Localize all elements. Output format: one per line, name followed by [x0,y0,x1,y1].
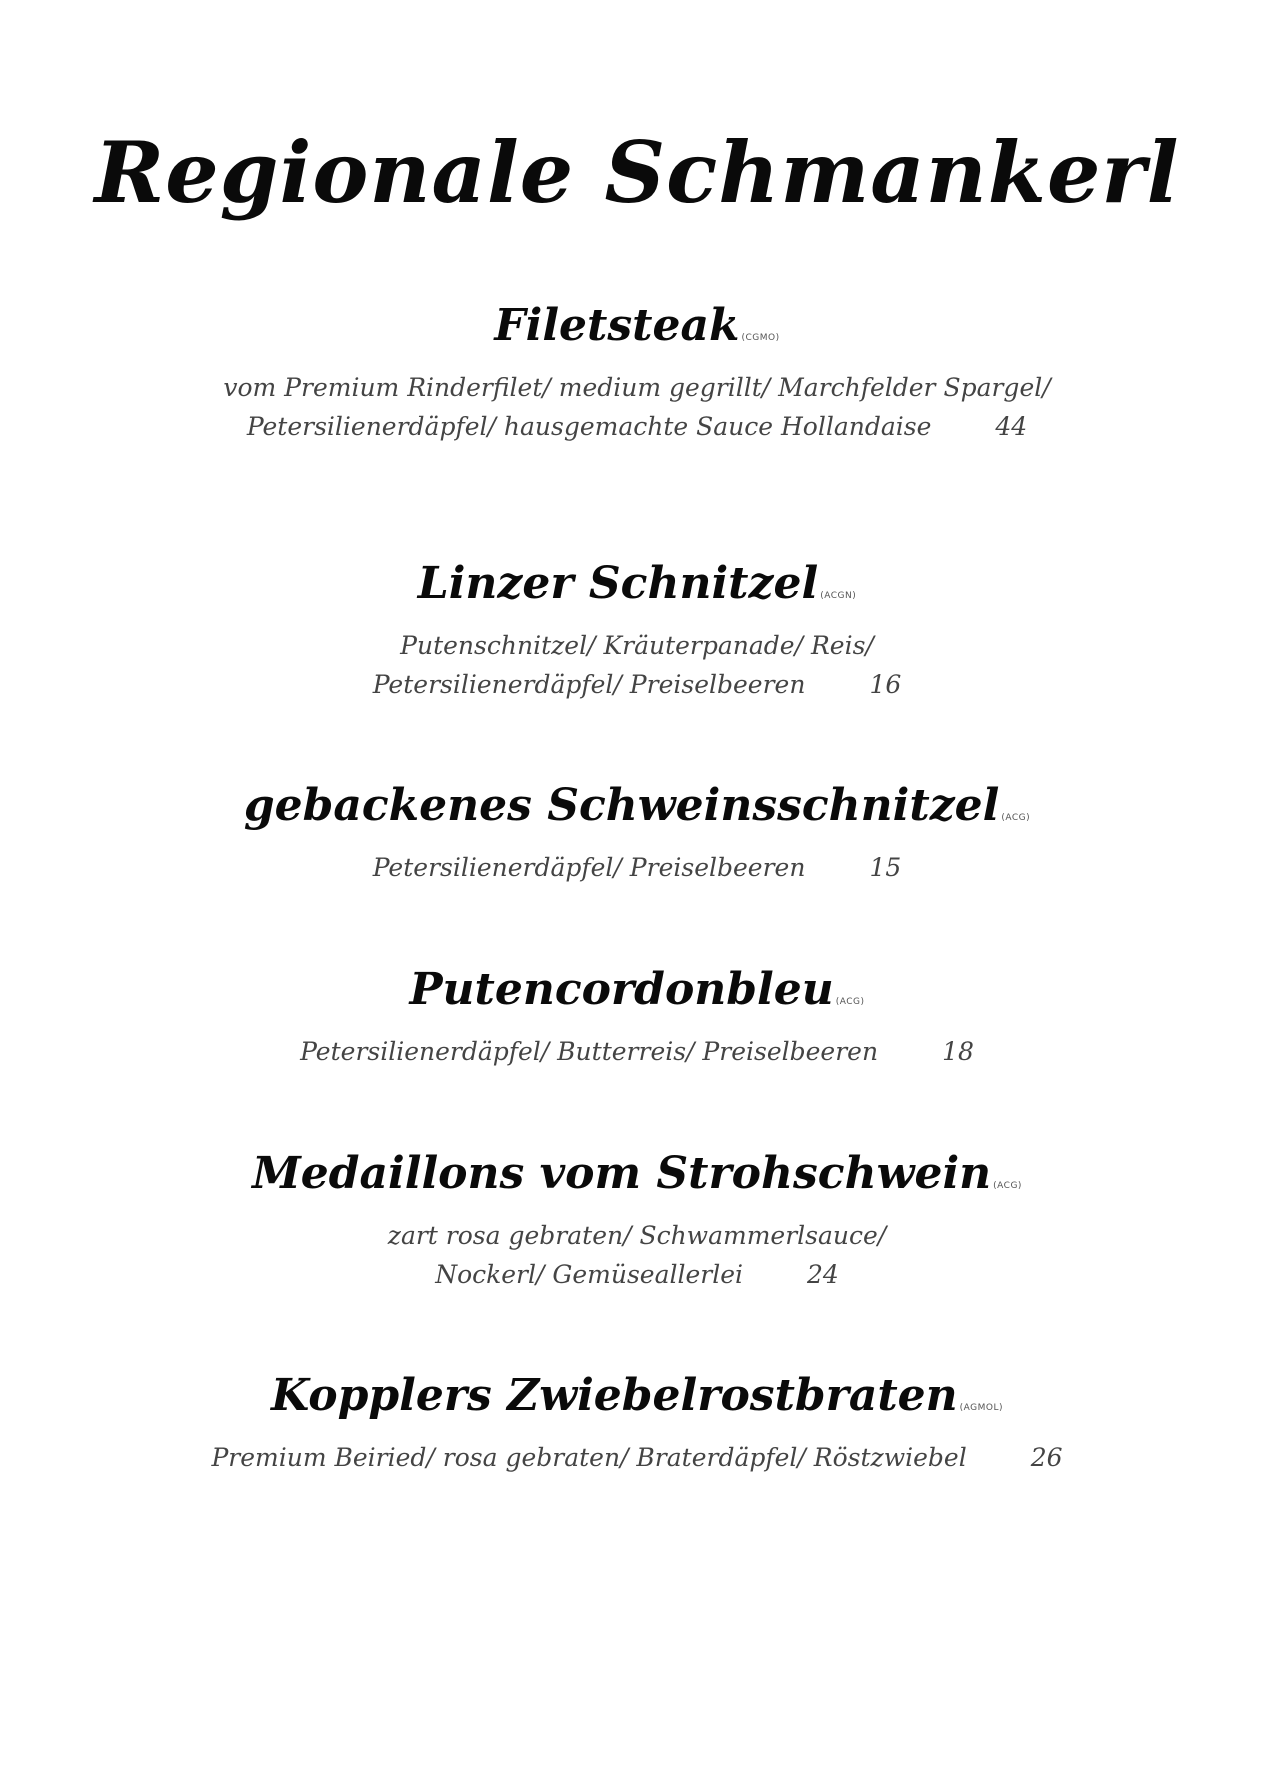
dish-name-row [0,296,1274,368]
allergen-codes: (ACG) [993,1181,1022,1191]
dish-description-line [0,407,1274,446]
dish-description-line: Putenschnitzel/ Kräuterpanade/ Reis/ [400,631,874,660]
menu-item [0,776,1274,887]
dish-description-text: Premium Beiried/ rosa gebraten/ Braterdäpfel/ Röstzwiebel [211,1443,967,1472]
menu-item [0,1366,1274,1477]
menu-item [0,1144,1274,1294]
dish-price: 24 [807,1260,839,1289]
allergen-codes: (ACGN) [820,591,857,601]
dish-name-row [0,1366,1274,1438]
dish-description-line [0,1032,1274,1071]
dish-price: 18 [942,1037,974,1066]
dish-name: gebackenes Schweinsschnitzel [243,780,1000,831]
dish-price: 44 [995,412,1028,441]
dish-name: Linzer Schnitzel [417,558,819,609]
dish-description-text: Petersilienerdäpfel/ Preiselbeeren [372,853,806,882]
allergen-codes: (AGMOL) [959,1403,1004,1413]
allergen-codes: (CGMO) [741,333,780,343]
menu-item [0,554,1274,704]
dish-name-row [0,776,1274,848]
dish-description-text: Nockerl/ Gemüseallerlei [435,1260,743,1289]
dish-name-row [0,960,1274,1032]
dish-price: 26 [1030,1443,1063,1472]
dish-name: Putencordonbleu [409,964,834,1015]
dish-name-row [0,1144,1274,1216]
dish-description-line [0,1438,1274,1477]
allergen-codes: (ACG) [1001,813,1031,823]
menu-item [0,296,1274,446]
dish-description-text: Petersilienerdäpfel/ hausgemachte Sauce Hollandaise [246,412,932,441]
dish-description-line: zart rosa gebraten/ Schwammerlsauce/ [387,1221,887,1250]
dish-description-line [0,848,1274,887]
dish-description-text: Petersilienerdäpfel/ Preiselbeeren [372,670,806,699]
dish-description-line [0,1255,1274,1294]
dish-name: Kopplers Zwiebelrostbraten [270,1370,958,1421]
dish-name: Filetsteak [494,300,740,351]
dish-description-text: Petersilienerdäpfel/ Butterreis/ Preiselbeeren [300,1037,879,1066]
menu-title: Regionale Schmankerl [94,123,1180,222]
dish-name: Medaillons vom Strohschwein [252,1148,992,1199]
dish-name-row [0,554,1274,626]
dish-price: 16 [869,670,902,699]
dish-description-line [0,665,1274,704]
menu-item [0,960,1274,1071]
dish-price: 15 [869,853,902,882]
dish-description-line: vom Premium Rinderfilet/ medium gegrillt/ Marchfelder Spargel/ [223,373,1051,402]
allergen-codes: (ACG) [835,997,865,1007]
